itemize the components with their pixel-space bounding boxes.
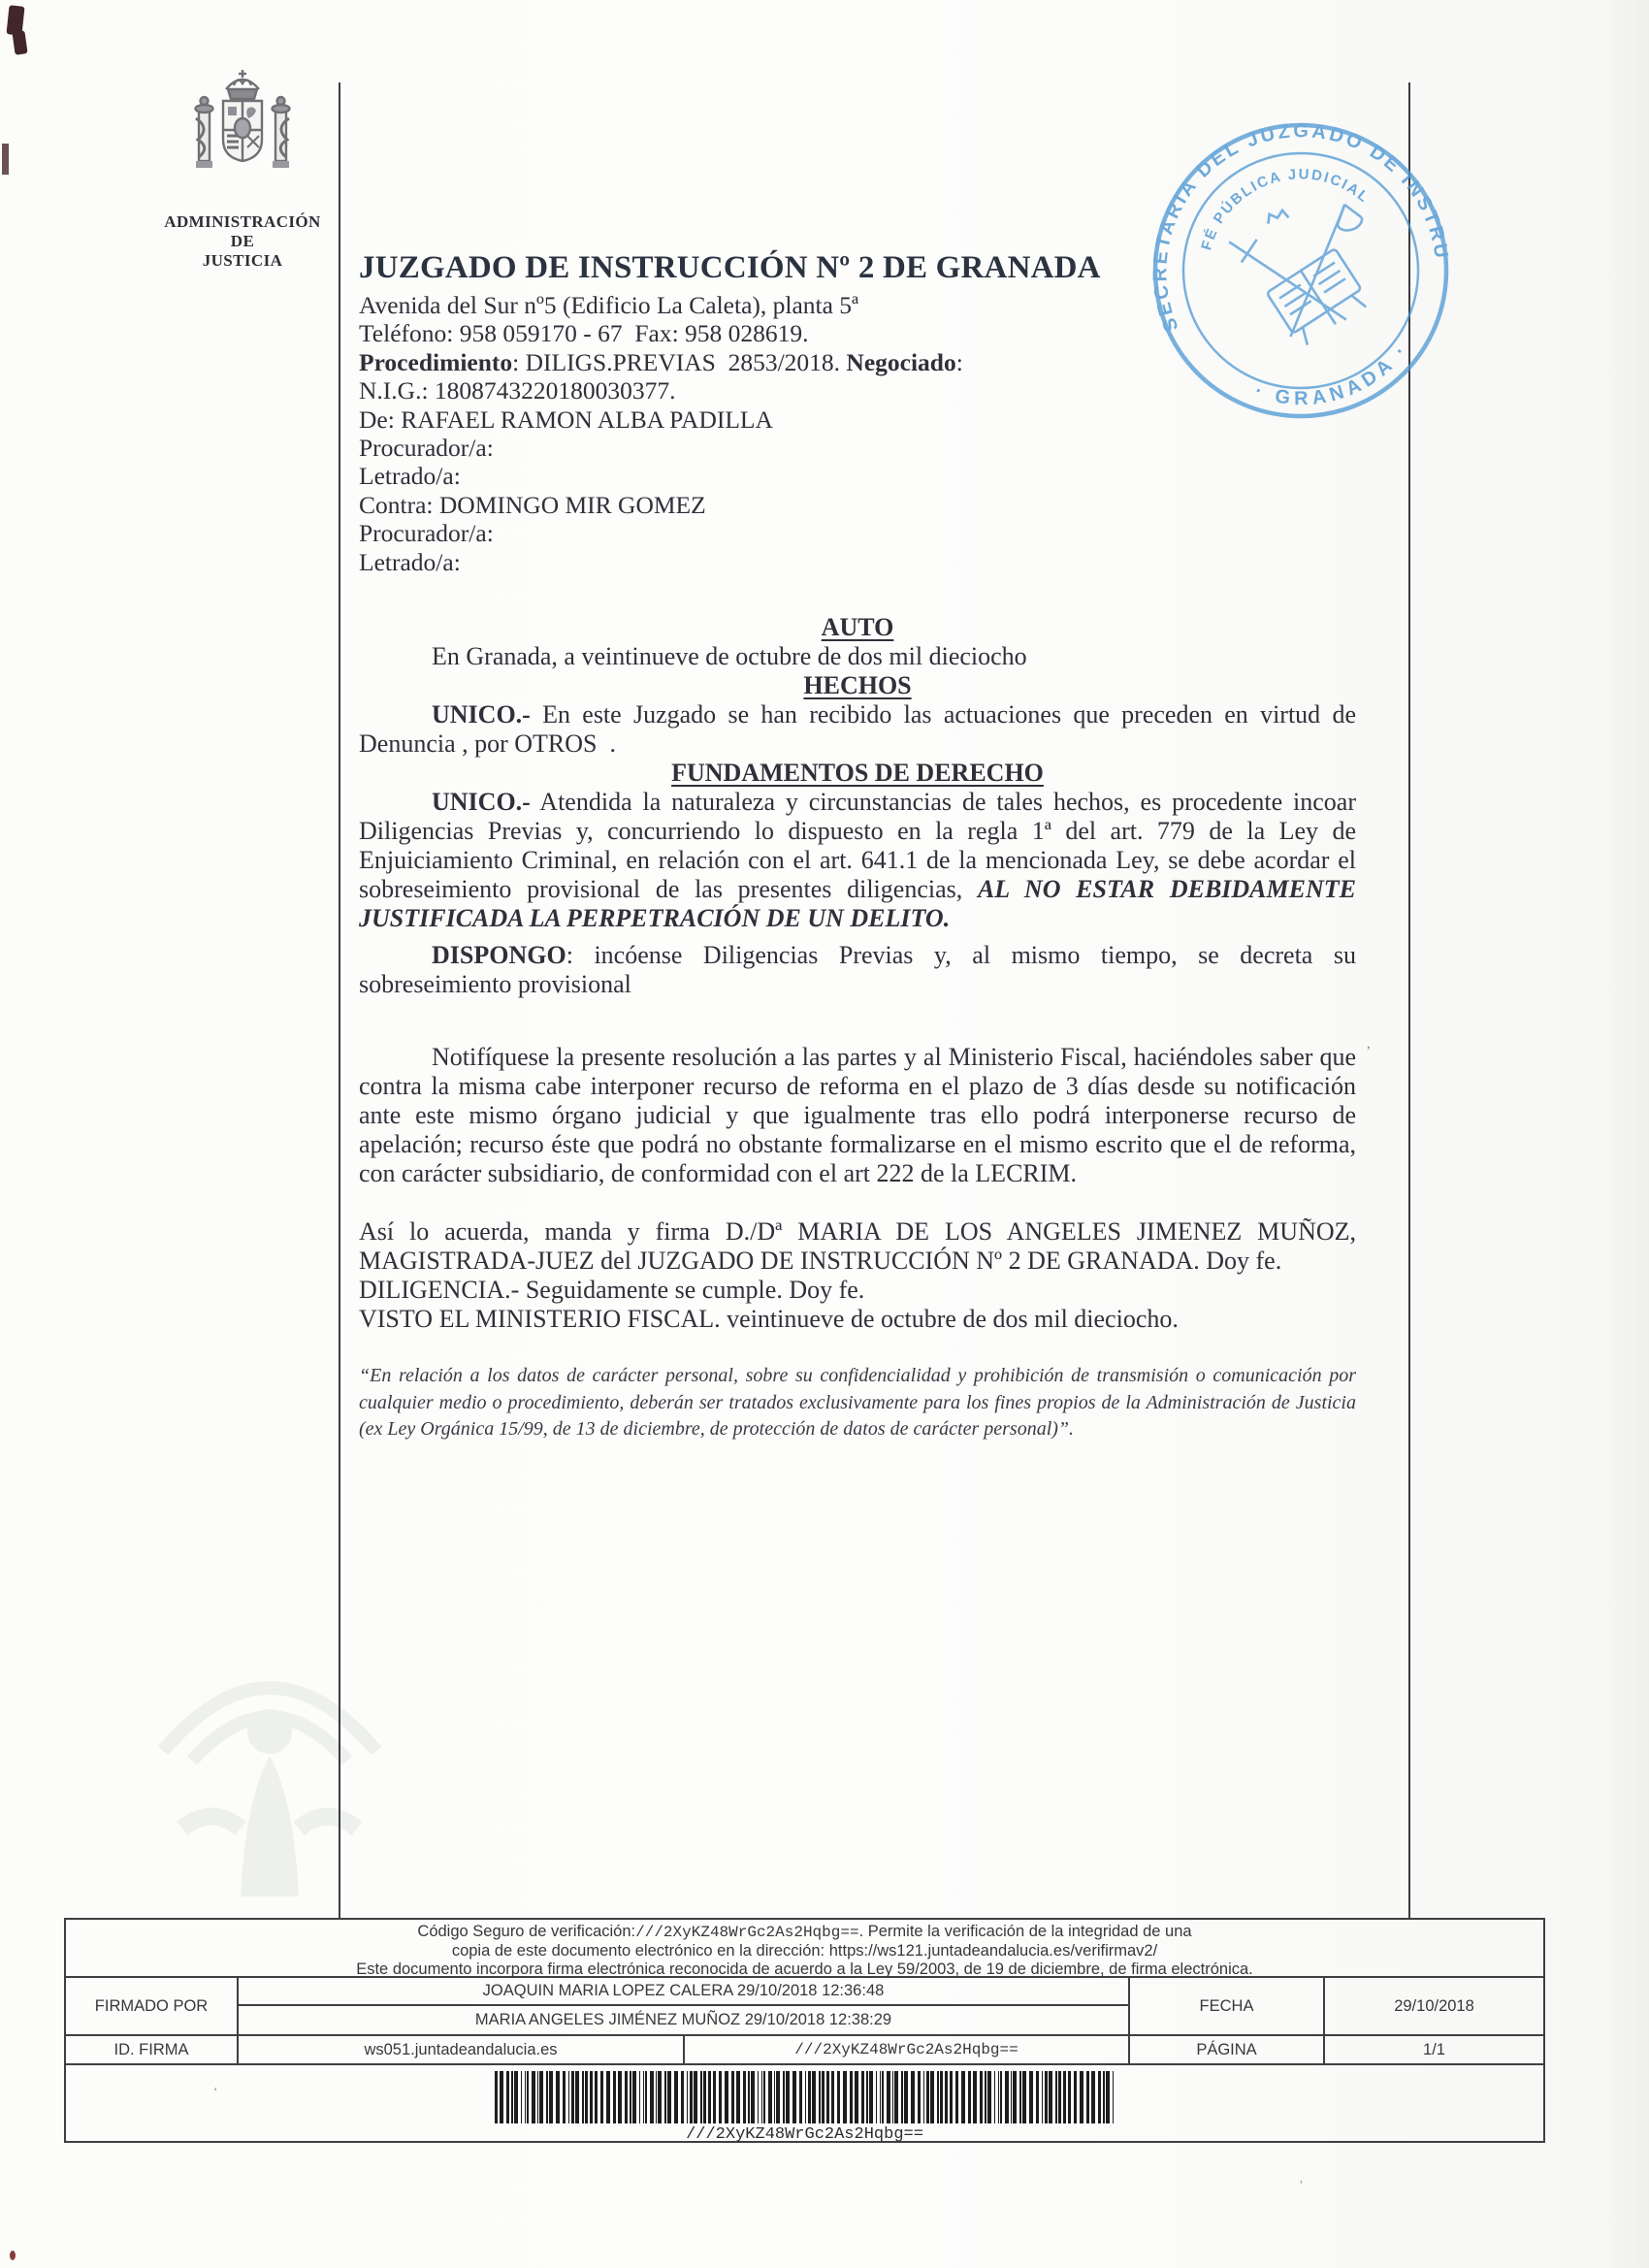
document-header xyxy=(359,250,1402,576)
barcode-row xyxy=(66,2065,1543,2144)
signers-cell xyxy=(239,1978,1130,2034)
firmado-por-label: FIRMADO POR xyxy=(66,1978,239,2034)
paragraph-visto: VISTO EL MINISTERIO FISCAL. veintinueve de octubre de dos mil dieciocho. xyxy=(359,1305,1179,1333)
heading-hechos: HECHOS xyxy=(803,671,912,699)
heading-auto: AUTO xyxy=(821,613,894,641)
procedure-value: : DILIGS.PREVIAS 2853/2018. xyxy=(512,347,847,376)
svg-text:FÉ PÚBLICA JUDICIAL xyxy=(1182,144,1375,256)
unico2-label: UNICO.- xyxy=(432,788,531,816)
unico1-text: En este Juzgado se han recibido las actuaciones que preceden en virtud de Denuncia , por OTROS . xyxy=(359,700,1363,758)
verification-prefix: Código Seguro de verificación: xyxy=(417,1923,636,1940)
verification-code: ///2XyKZ48WrGc2As2Hqbg== xyxy=(635,1924,859,1941)
scan-speck-1: ’ xyxy=(1366,1044,1372,1060)
id-firma-host: ws051.juntadeandalucia.es xyxy=(239,2036,685,2063)
document-body xyxy=(359,603,1363,1443)
signature-verification-table xyxy=(64,1918,1545,2143)
signer-2: MARIA ANGELES JIMÉNEZ MUÑOZ 29/10/2018 12:38:29 xyxy=(474,2011,892,2028)
paragraph-fundamentos-unico xyxy=(359,788,1363,933)
spain-coat-of-arms-icon xyxy=(183,64,302,200)
verification-suffix: . Permite la verificación de la integridad de una xyxy=(858,1923,1192,1940)
nig-line: N.I.G.: 1808743220180030377. xyxy=(359,376,676,405)
id-firma-code: ///2XyKZ48WrGc2As2Hqbg== xyxy=(685,2036,1130,2063)
stamp-outer-text: SECRETARIA DEL JUZGADO DE INSTRUCCIÓN Nº 2 xyxy=(1149,120,1453,336)
unico2-emphasis: AL NO ESTAR DEBIDAMENTE JUSTIFICADA LA PERPETRACIÓN DE UN DELITO. xyxy=(359,875,1363,932)
heading-fundamentos: FUNDAMENTOS DE DERECHO xyxy=(671,759,1044,787)
pagina-label: PÁGINA xyxy=(1130,2036,1325,2063)
barcode xyxy=(495,2071,1116,2123)
pagina-value: 1/1 xyxy=(1423,2040,1445,2058)
procurador-line-2: Procurador/a: xyxy=(359,519,494,548)
junta-andalucia-watermark-icon xyxy=(124,1508,415,1896)
admin-caption-line-1: ADMINISTRACIÓN xyxy=(164,212,321,231)
court-address: Avenida del Sur nº5 (Edificio La Caleta), planta 5ª xyxy=(359,291,859,319)
administration-of-justice-block xyxy=(144,64,341,271)
verification-line-3: Este documento incorpora firma electrónica reconocida de acuerdo a la Ley 59/2003, de 19 de diciembre, de firma electrónica. xyxy=(356,1960,1253,1978)
scan-artifact-left-edge xyxy=(2,144,9,175)
negotiated-label: Negociado xyxy=(846,347,956,376)
court-title: JUZGADO DE INSTRUCCIÓN Nº 2 DE GRANADA xyxy=(359,250,1101,285)
unico2-text: Atendida la naturaleza y circunstancias de tales hechos, es procedente incoar Diligencias Previas y, concurriendo lo dispuesto en la regla 1ª del art. 779 de la Ley de Enjuiciamiento Criminal, en relación con el art. 641.1 de la mencionada Ley, se debe acordar el sobreseimiento provisional de las presentes diligencias, xyxy=(359,788,1363,903)
claimant-line: De: RAFAEL RAMON ALBA PADILLA xyxy=(359,405,773,434)
scan-artifact-top-left-2 xyxy=(12,30,27,55)
verification-line-1 xyxy=(66,1923,1543,1942)
scan-speck-2: ‘ xyxy=(213,2084,218,2098)
paragraph-notifiquese: Notifíquese la presente resolución a las partes y al Ministerio Fiscal, haciéndoles saber que contra la misma cabe interponer recurso de reforma en el plazo de 3 días desde su notificación ante este mismo órgano judicial y que igualmente tras ello podrá interponerse recurso de apelación; recurso éste que podrá no obstante formalizarse en el mismo escrito que el de reforma, con carácter subsidiario, de conformidad con el art 222 de la LECRIM. xyxy=(359,1043,1363,1187)
defendant-line: Contra: DOMINGO MIR GOMEZ xyxy=(359,490,706,519)
dispongo-label: DISPONGO xyxy=(432,941,566,969)
procedure-label: Procedimiento xyxy=(359,347,513,376)
scan-speck-3: , xyxy=(1300,2171,1303,2185)
admin-caption-line-3: JUSTICIA xyxy=(202,251,283,270)
unico1-label: UNICO.- xyxy=(432,700,531,729)
court-phone-fax: Teléfono: 958 059170 - 67 Fax: 958 028619. xyxy=(359,319,809,348)
dispongo-text: : incóense Diligencias Previas y, al mismo tiempo, se decreta su sobreseimiento provisional xyxy=(359,941,1363,998)
scan-artifact-bottom-left xyxy=(10,2251,16,2260)
procurador-line-1: Procurador/a: xyxy=(359,434,494,463)
procedure-line xyxy=(359,348,1402,376)
date-line: En Granada, a veintinueve de octubre de dos mil dieciocho xyxy=(432,642,1027,670)
verification-line-2: copia de este documento electrónico en la dirección: https://ws121.juntadeandalucia.es/verifirmav2/ xyxy=(451,1942,1158,1960)
id-firma-label: ID. FIRMA xyxy=(66,2036,239,2063)
fecha-label: FECHA xyxy=(1130,1978,1325,2034)
letrado-line-2: Letrado/a: xyxy=(359,547,461,576)
admin-caption-line-2: DE xyxy=(230,232,255,250)
letrado-line-1: Letrado/a: xyxy=(359,462,461,491)
negotiated-value: : xyxy=(955,347,963,376)
paragraph-diligencia: DILIGENCIA.- Seguidamente se cumple. Doy fe. xyxy=(359,1276,865,1304)
stamp-inner-text: FÉ PÚBLICA JUDICIAL xyxy=(1198,166,1374,252)
data-protection-disclaimer: “En relación a los datos de carácter personal, sobre su confidencialidad y prohibición de transmisión o comunicación por cualquier medio o procedimiento, deberán ser tratados exclusivamente para los fines propios de la Administración de Justicia (ex Ley Orgánica 15/99, de 13 de diciembre, de protección de datos de carácter personal)”. xyxy=(359,1365,1356,1440)
stamp-bottom-text: · GRANADA · xyxy=(1251,338,1414,410)
paragraph-hechos-unico xyxy=(359,700,1363,759)
fecha-value: 29/10/2018 xyxy=(1394,1996,1474,2015)
signer-1: JOAQUIN MARIA LOPEZ CALERA 29/10/2018 12:36:48 xyxy=(239,1978,1128,2006)
paragraph-dispongo xyxy=(359,941,1363,999)
barcode-caption: ///2XyKZ48WrGc2As2Hqbg== xyxy=(686,2125,923,2144)
paragraph-asi-lo-acuerda: Así lo acuerda, manda y firma D./Dª MARIA DE LOS ANGELES JIMENEZ MUÑOZ, MAGISTRADA-JUEZ del JUZGADO DE INSTRUCCIÓN Nº 2 DE GRANADA. Doy fe. xyxy=(359,1217,1363,1275)
verification-text-block xyxy=(66,1920,1543,1978)
